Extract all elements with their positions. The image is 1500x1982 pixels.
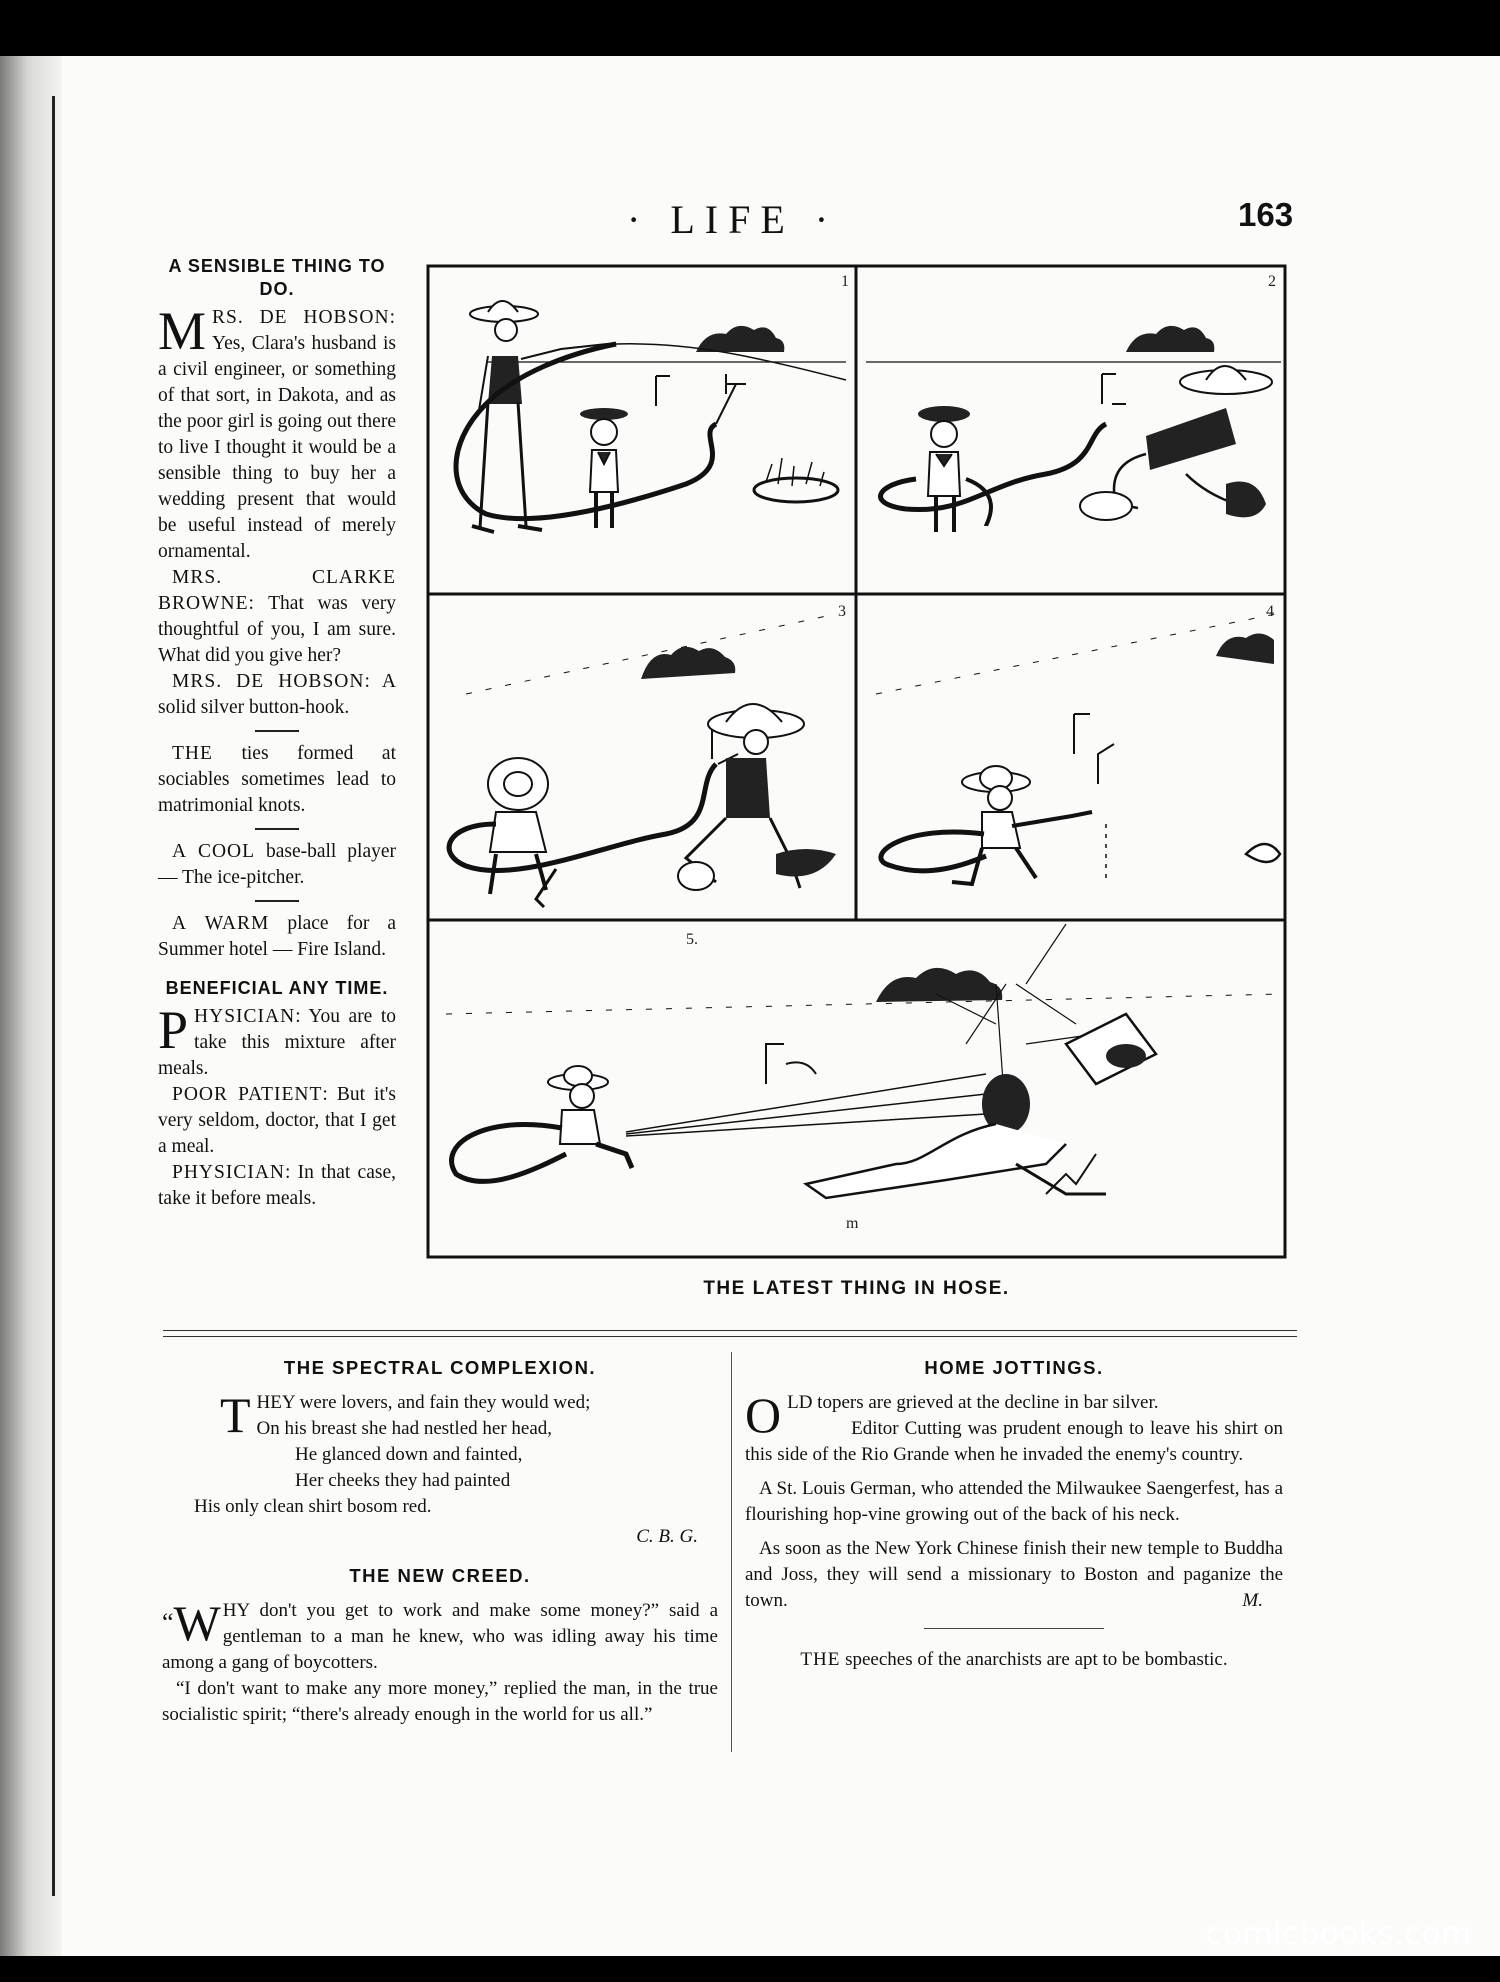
short-rule — [255, 900, 299, 902]
beneficial-text-1: : You are to take this mixture after meals. — [158, 1006, 396, 1079]
poem-line-2: On his breast she had nestled her head, — [256, 1418, 553, 1439]
dropcap-w: W — [173, 1595, 221, 1651]
spectral-signature: C. B. G. — [636, 1526, 698, 1547]
panel-number-4: 4 — [1266, 603, 1274, 620]
dropcap-m: M — [158, 301, 207, 361]
warm-text: place for a Summer hotel — Fire Island. — [158, 913, 397, 960]
panel-number-2: 2 — [1268, 273, 1276, 290]
magazine-title: · LIFE · — [627, 197, 839, 242]
cool-lead: A COOL — [172, 841, 256, 862]
short-rule — [924, 1628, 1104, 1629]
jottings-signature: M. — [1242, 1590, 1263, 1611]
panel-4 — [876, 603, 1280, 884]
dropcap-o: O — [745, 1387, 782, 1443]
ties-lead: THE — [172, 743, 213, 764]
spectral-poem — [162, 1387, 718, 1520]
anarchists-lead: THE — [800, 1649, 841, 1670]
jottings-text-2: Editor Cutting was prudent enough to leave his shirt on this side of the Rio Grande when he invaded the enemy's country. — [745, 1418, 1283, 1465]
beneficial-paragraph-3 — [158, 1160, 396, 1212]
speaker-physician: HYSICIAN — [194, 1006, 296, 1027]
panel-number-1: 1 — [841, 273, 849, 290]
site-watermark: comicbooks.com — [1205, 1916, 1472, 1952]
masthead — [0, 196, 1500, 246]
warm-lead: A WARM — [172, 913, 270, 934]
sensible-text-1: Yes, Clara's husband is a civil engineer, or something of that sort, in Dakota, and as the poor girl is going out there to live I thought it would be a sensible thing to buy her a wedding present that would be useful instead of merely ornamental. — [158, 333, 396, 562]
panel-number-5: 5. — [686, 931, 698, 948]
column-divider — [731, 1352, 732, 1752]
panel-number-3: 3 — [838, 603, 846, 620]
heading-new-creed: THE NEW CREED. — [349, 1565, 531, 1586]
page-binding-edge — [0, 56, 62, 1956]
poem-line-5: His only clean shirt bosom red. — [194, 1496, 432, 1517]
panel-3 — [449, 603, 846, 907]
jottings-paragraph-5 — [745, 1647, 1283, 1673]
jottings-paragraph-2 — [745, 1416, 1283, 1468]
heading-sensible-thing: A SENSIBLE THING TO DO. — [168, 256, 386, 299]
panel-5 — [446, 924, 1281, 1232]
short-rule — [255, 828, 299, 830]
bottom-right-column — [745, 1356, 1283, 1673]
section-double-rule — [163, 1330, 1297, 1337]
creed-open-quote: “ — [162, 1608, 174, 1637]
comic-strip — [426, 264, 1287, 1259]
heading-home-jottings: HOME JOTTINGS. — [924, 1357, 1104, 1378]
ties-paragraph — [158, 741, 396, 819]
creed-paragraph-2 — [162, 1676, 718, 1728]
poem-line-3: He glanced down and fainted, — [295, 1444, 523, 1465]
anarchists-text: speeches of the anarchists are apt to be bombastic. — [845, 1649, 1228, 1670]
artist-signature: m — [846, 1215, 859, 1232]
creed-paragraph-1 — [162, 1595, 718, 1676]
beneficial-text-2: : But it's very seldom, doctor, that I get a meal. — [158, 1084, 396, 1157]
comic-illustration — [426, 264, 1287, 1259]
jottings-text-4: As soon as the New York Chinese finish their new temple to Buddha and Joss, they will send a missionary to Boston and paganize the town. — [745, 1538, 1283, 1611]
cool-paragraph — [158, 839, 396, 891]
left-column — [158, 255, 396, 1212]
speaker-clarke-browne: MRS. CLARKE BROWNE: — [158, 567, 396, 614]
dropcap-t: T — [220, 1387, 251, 1443]
creed-text-1: HY don't you get to work and make some money?” said a gentleman to a man he knew, who was idling away his time among a gang of boycotters. — [162, 1600, 718, 1673]
poem-line-1: HEY were lovers, and fain they would wed; — [256, 1392, 591, 1413]
jottings-paragraph-3 — [745, 1476, 1283, 1528]
beneficial-paragraph-1 — [158, 1000, 396, 1082]
speaker-poor-patient: POOR PATIENT — [172, 1084, 323, 1105]
short-rule — [255, 730, 299, 732]
bottom-left-column — [162, 1356, 718, 1728]
speaker-physician-2: PHYSICIAN — [172, 1162, 286, 1183]
creed-text-2: “I don't want to make any more money,” replied the man, in the true socialistic spirit; “there's already enough in the world for us all.” — [162, 1678, 718, 1725]
heading-spectral-complexion: THE SPECTRAL COMPLEXION. — [283, 1357, 597, 1378]
dropcap-p: P — [158, 1000, 189, 1060]
sensible-text-2: That was very thoughtful of you, I am sure. What did you give her? — [158, 593, 396, 666]
panel-1 — [456, 273, 849, 532]
ties-text: ties formed at sociables sometimes lead to matrimonial knots. — [158, 743, 396, 816]
speaker-de-hobson-2: MRS. DE HOBSON — [172, 671, 365, 692]
warm-paragraph — [158, 911, 396, 963]
creed-dropcap-group — [162, 1595, 221, 1651]
comic-caption: THE LATEST THING IN HOSE. — [703, 1278, 1010, 1299]
heading-beneficial: BENEFICIAL ANY TIME. — [165, 978, 389, 998]
jottings-text-3: A St. Louis German, who attended the Milwaukee Saengerfest, has a flourishing hop-vine growing out of the back of his neck. — [745, 1478, 1283, 1525]
beneficial-paragraph-2 — [158, 1082, 396, 1160]
cool-text: base-ball player — The ice-pitcher. — [158, 841, 397, 888]
sensible-paragraph-1 — [158, 301, 396, 565]
speaker-de-hobson: RS. DE HOBSON: — [212, 307, 396, 328]
jottings-paragraph-4 — [745, 1536, 1283, 1614]
sensible-paragraph-3 — [158, 669, 396, 721]
jottings-text-1: LD topers are grieved at the decline in bar silver. — [787, 1392, 1159, 1413]
panel-2 — [866, 273, 1281, 532]
poem-line-4: Her cheeks they had painted — [295, 1470, 511, 1491]
page-number: 163 — [1238, 196, 1294, 233]
sensible-text-3: : A solid silver button-hook. — [158, 671, 396, 718]
sensible-paragraph-2 — [158, 565, 396, 669]
beneficial-text-3: : In that case, take it before meals. — [158, 1162, 396, 1209]
